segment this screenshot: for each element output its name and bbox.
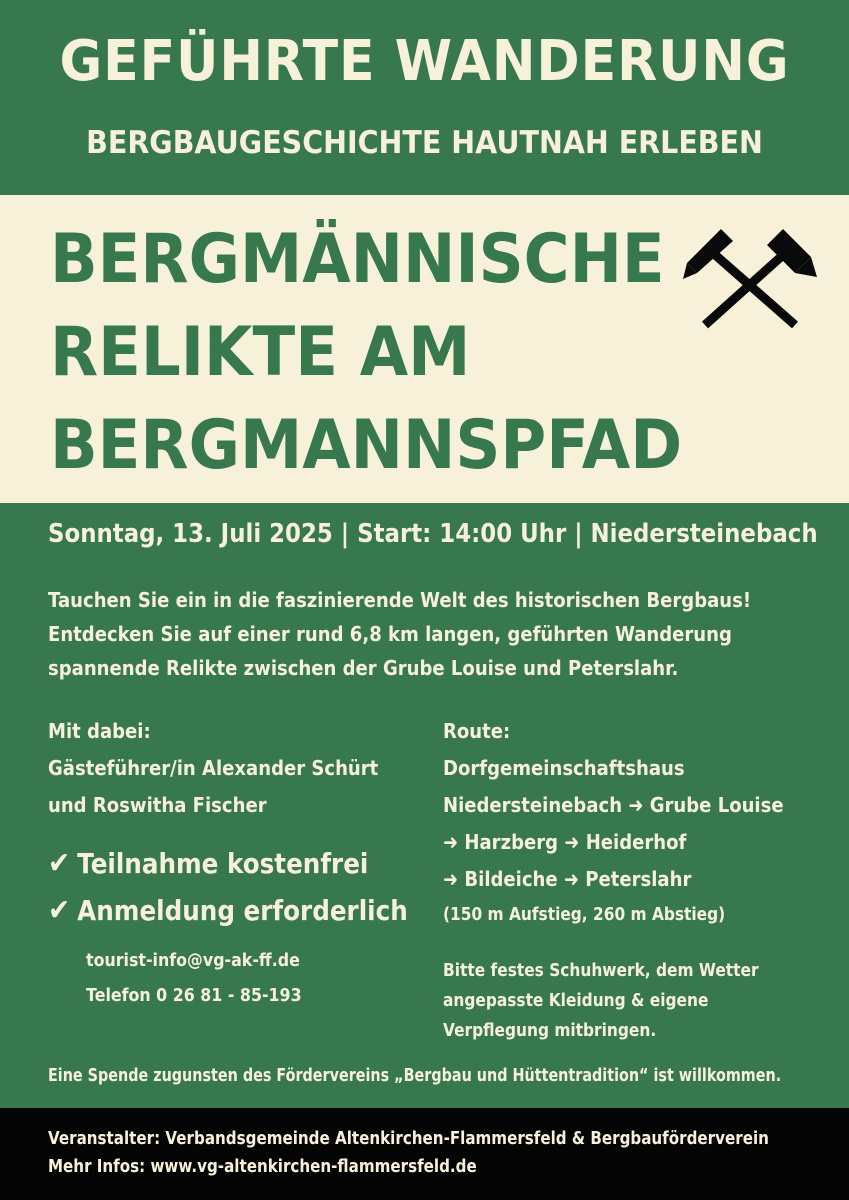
headline bbox=[50, 213, 682, 492]
note-line: Verpflegung mitbringen. bbox=[443, 1021, 657, 1041]
guides-heading: Mit dabei: bbox=[48, 719, 151, 743]
check-item-registration bbox=[48, 893, 408, 928]
route-column bbox=[443, 713, 849, 1041]
guides-line: und Roswitha Fischer bbox=[48, 793, 267, 817]
main-content bbox=[0, 503, 849, 1108]
intro-line: Entdecken Sie auf einer rund 6,8 km langen, geführten Wanderung bbox=[48, 622, 732, 646]
checkmark-icon: ✔ bbox=[48, 846, 71, 881]
route-line: Dorfgemeinschaftshaus bbox=[443, 756, 685, 780]
intro-line: spannende Relikte zwischen der Grube Louise und Peterslahr. bbox=[48, 656, 679, 680]
more-info-link[interactable]: Mehr Infos: www.vg-altenkirchen-flammersfeld.de bbox=[48, 1156, 477, 1177]
route-line: ➜ Bildeiche ➜ Peterslahr bbox=[443, 867, 692, 891]
poster-title: GEFÜHRTE WANDERUNG bbox=[59, 29, 790, 94]
organizer-line: Veranstalter: Verbandsgemeinde Altenkirchen-Flammersfeld & Bergbauförderverein bbox=[48, 1128, 769, 1149]
contact-phone: Telefon 0 26 81 - 85-193 bbox=[86, 985, 302, 1006]
note-line: Bitte festes Schuhwerk, dem Wetter bbox=[443, 961, 759, 981]
guides-line: Gästeführer/in Alexander Schürt bbox=[48, 756, 379, 780]
route-line: Niedersteinebach ➜ Grube Louise bbox=[443, 793, 784, 817]
checkmark-icon: ✔ bbox=[48, 893, 71, 928]
header bbox=[0, 0, 849, 195]
check-item-free bbox=[48, 846, 368, 881]
event-date-line: Sonntag, 13. Juli 2025 | Start: 14:00 Uhr | Niedersteinebach bbox=[48, 519, 818, 549]
guides-column bbox=[48, 713, 428, 1006]
equipment-note bbox=[443, 956, 802, 1046]
check-text: Teilnahme kostenfrei bbox=[77, 847, 369, 880]
check-text: Anmeldung erforderlich bbox=[77, 894, 408, 927]
headline-line: BERGMANNSPFAD bbox=[50, 406, 683, 485]
hammer-and-pick-icon bbox=[683, 223, 818, 333]
intro-text bbox=[48, 583, 787, 685]
headline-line: RELIKTE AM bbox=[50, 313, 471, 392]
note-line: angepasste Kleidung & eigene bbox=[443, 991, 709, 1011]
route-heading: Route: bbox=[443, 719, 511, 743]
route-line: ➜ Harzberg ➜ Heiderhof bbox=[443, 830, 687, 854]
donation-note: Eine Spende zugunsten des Fördervereins „Bergbau und Hüttentradition“ ist willkommen. bbox=[48, 1066, 782, 1086]
headline-band bbox=[0, 195, 849, 503]
intro-line: Tauchen Sie ein in die faszinierende Welt des historischen Bergbaus! bbox=[48, 588, 752, 612]
headline-line: BERGMÄNNISCHE bbox=[50, 220, 665, 299]
poster-subtitle: BERGBAUGESCHICHTE HAUTNAH ERLEBEN bbox=[86, 125, 763, 161]
footer bbox=[0, 1108, 849, 1200]
route-elevation: (150 m Aufstieg, 260 m Abstieg) bbox=[443, 905, 726, 925]
contact-email-link[interactable]: tourist-info@vg-ak-ff.de bbox=[86, 950, 300, 971]
